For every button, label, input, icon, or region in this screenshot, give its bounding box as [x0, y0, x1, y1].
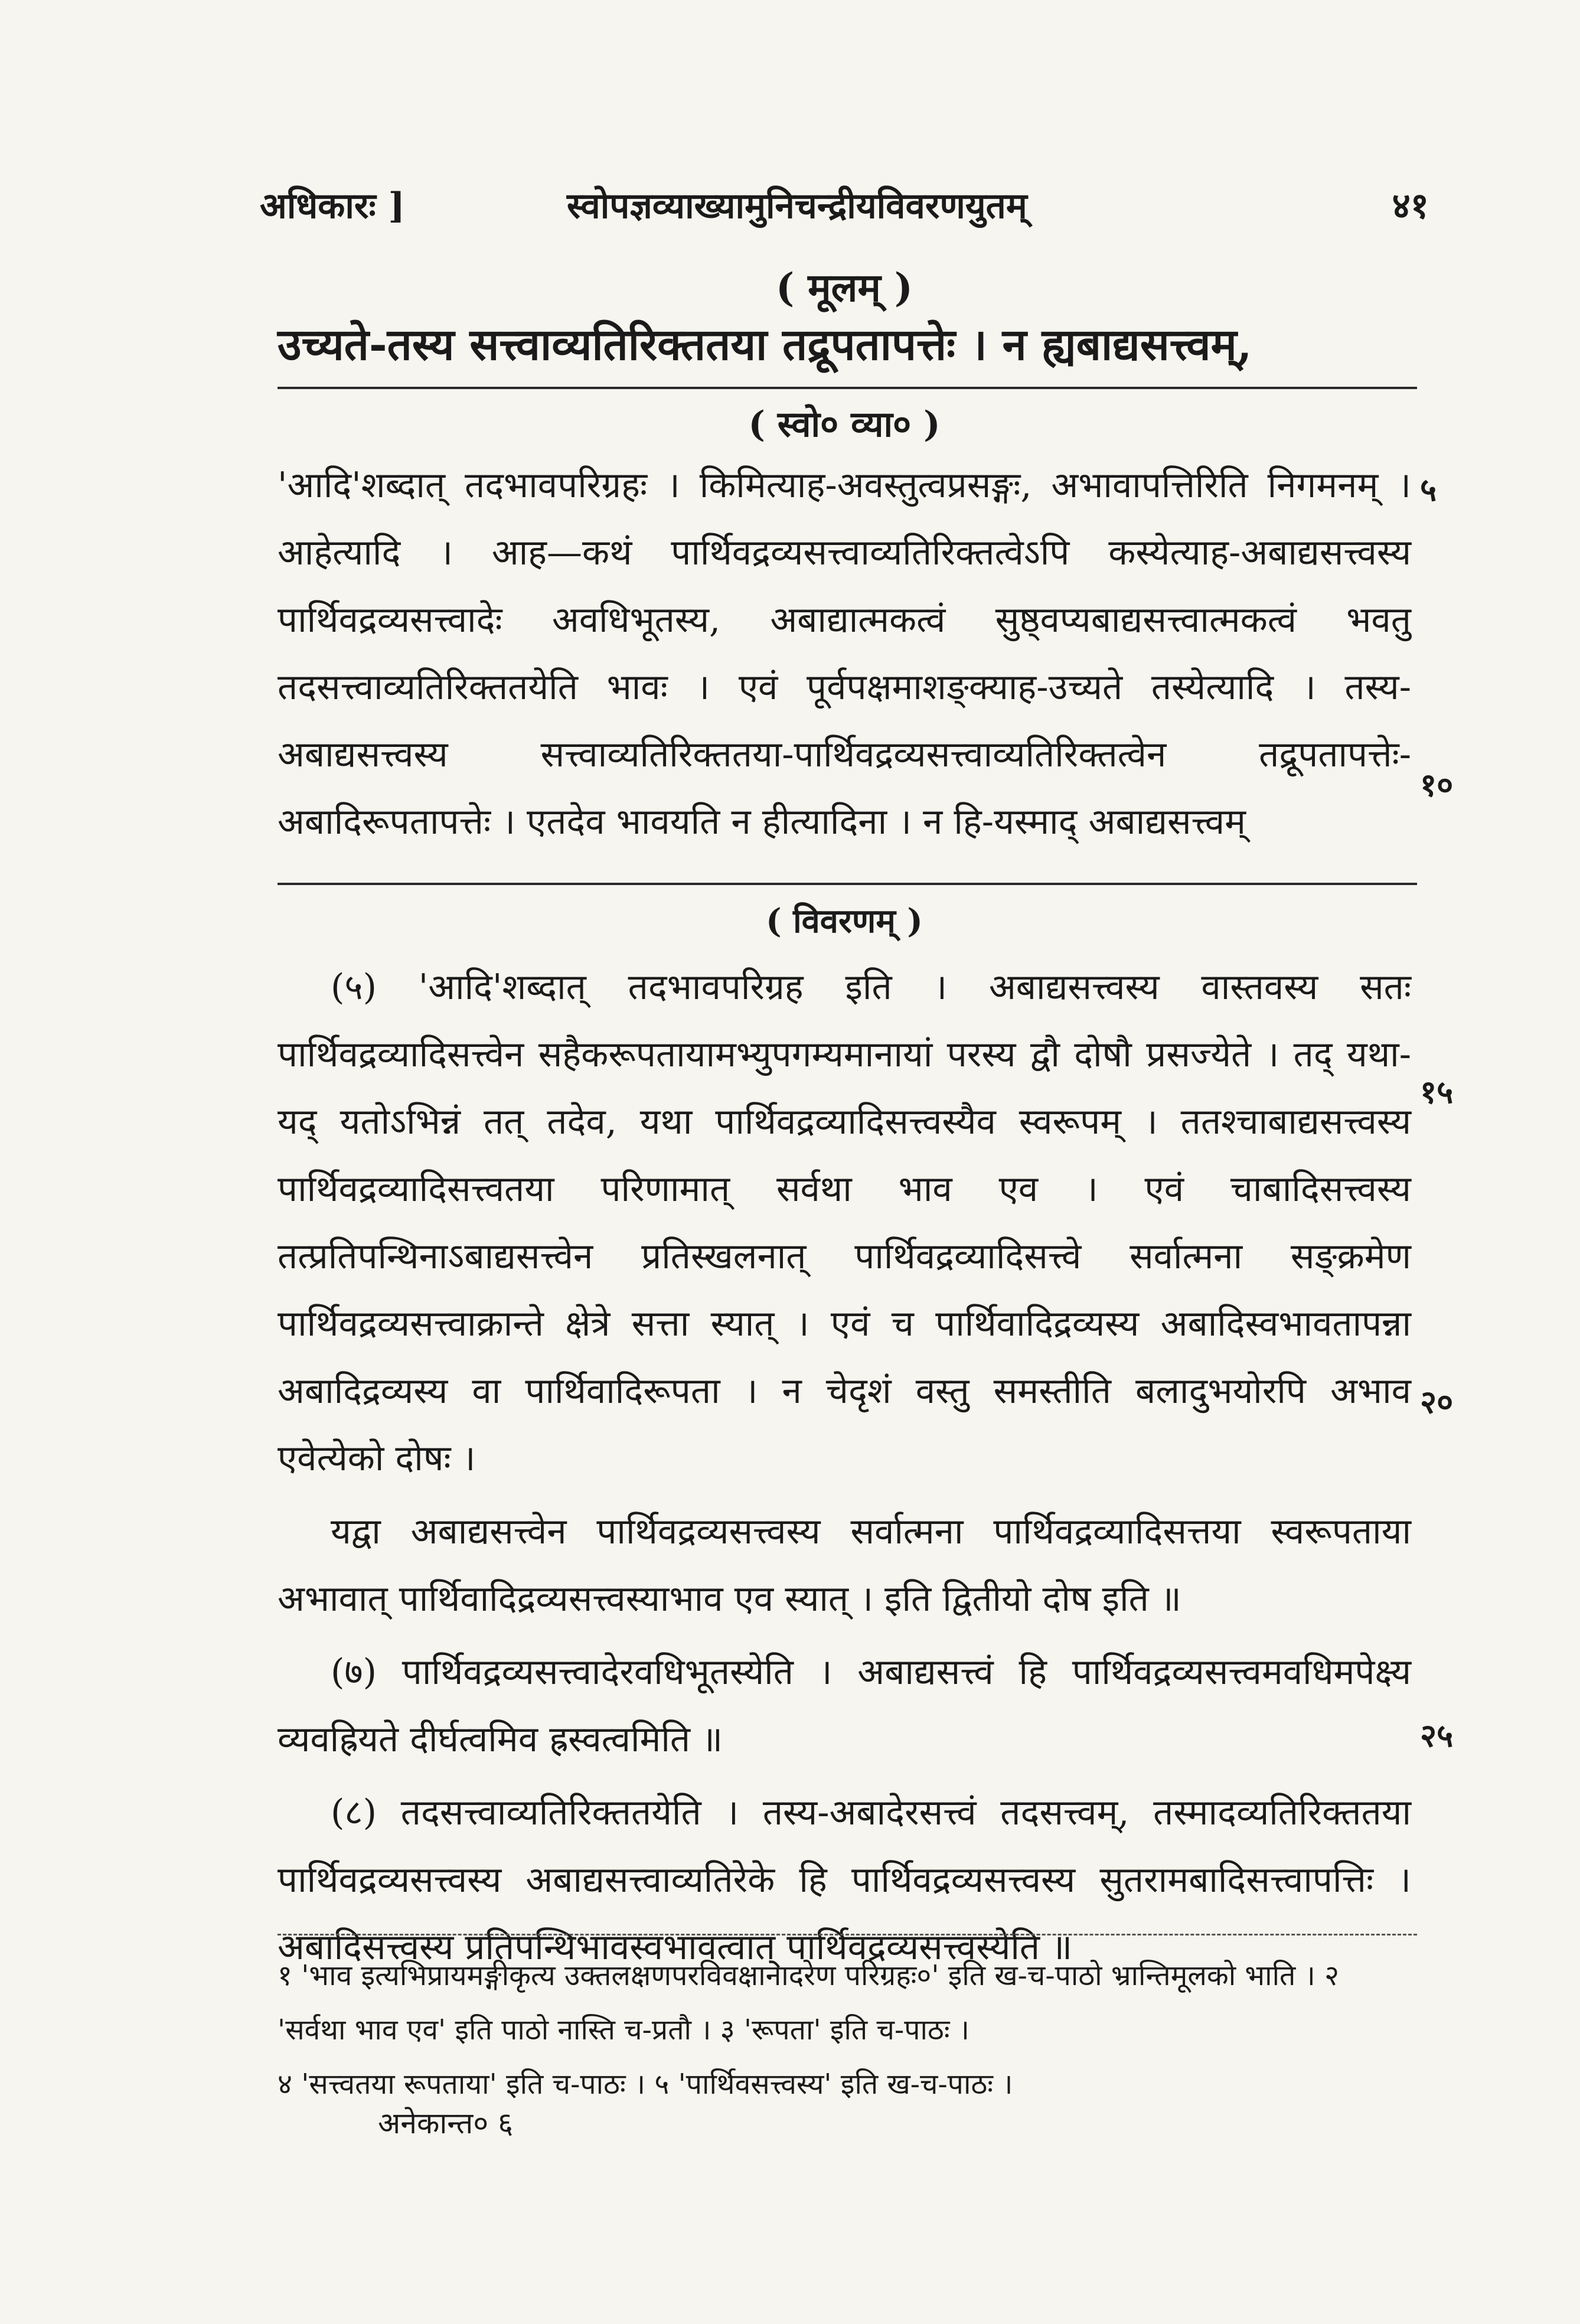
signature-mark: अनेकान्त० ६	[378, 2106, 514, 2140]
running-header	[260, 168, 1435, 239]
vivaran-paragraph: (७) पार्थिवद्रव्यसत्त्वादेरवधिभूतस्येति । अबाद्यसत्त्वं हि पार्थिवद्रव्यसत्त्वमवधिमपेक्ष्य व्यवह्रियते दीर्घत्वमिव ह्रस्वत्वमिति ॥	[278, 1651, 1411, 1760]
footnotes	[278, 1948, 1411, 2111]
vivaran-paragraph: (८) तदसत्त्वाव्यतिरिक्ततयेति । तस्य-अबादेरसत्त्वं तदसत्त्वम्, तस्मादव्यतिरिक्ततया पार्थिवद्रव्यसत्त्वस्य अबाद्यसत्त्वाव्यतिरेके हि पार्थिवद्रव्यसत्त्वस्य सुतरामबादिसत्त्वापत्तिः । अबादिसत्त्वस्य प्रतिपन्थिभावस्वभावत्वात् पार्थिवद्रव्यसत्त्वस्येति ॥	[278, 1792, 1411, 1968]
header-chapter: अधिकारः ]	[260, 185, 405, 227]
mool-text: उच्यते-तस्य सत्त्वाव्यतिरिक्ततया तद्रूपतापत्तेः । न ह्यबाद्यसत्त्वम्,	[278, 319, 1252, 370]
vyakhya-paragraph: 'आदि'शब्दात् तदभावपरिग्रहः । किमित्याह-अवस्तुत्वप्रसङ्गः, अभावापत्तिरिति निगमनम् । आहेत्यादि । आह—कथं पार्थिवद्रव्यसत्त्वाव्यतिरिक्तत्वेऽपि कस्येत्याह-अबाद्यसत्त्वस्य पार्थिवद्रव्यसत्त्वादेः अवधिभूतस्य, अबाद्यात्मकत्वं सुष्ठ्वप्यबाद्यसत्त्वात्मकत्वं भवतु तदसत्त्वाव्यतिरिक्ततयेति भावः । एवं पूर्वपक्षमाशङ्क्याह-उच्यते तस्येत्यादि । तस्य-अबाद्यसत्त्वस्य सत्त्वाव्यतिरिक्ततया-पार्थिवद्रव्यसत्त्वाव्यतिरिक्तत्वेन तद्रूपतापत्तेः-अबादिरूपतापत्तेः । एतदेव भावयति न हीत्यादिना । न हि-यस्माद् अबाद्यसत्त्वम्	[278, 465, 1411, 843]
page-number: ४१	[1392, 185, 1429, 227]
line-number: १५	[1420, 1073, 1454, 1111]
line-number: २५	[1420, 1716, 1454, 1754]
footnote: १ 'भाव इत्यभिप्रायमङ्गीकृत्य उक्तलक्षणपरविवक्षानादरेण परिग्रहः०' इति ख-च-पाठो भ्रान्तिमूलको भाति । २ 'सर्वथा भाव एव' इति पाठो नास्ति च-प्रतौ । ३ 'रूपता' इति च-पाठः ।	[278, 1959, 1340, 2046]
footnote: ४ 'सत्त्वतया रूपताया' इति च-पाठः । ५ 'पार्थिवसत्त्वस्य' इति ख-च-पाठः ।	[278, 2068, 1013, 2101]
vyakhya-heading: ( स्वो० व्या० )	[748, 404, 941, 445]
vivaran-heading: ( विवरणम् )	[766, 902, 923, 941]
rule-middle	[278, 883, 1417, 885]
header-title: स्वोपज्ञव्याख्यामुनिचन्द्रीयविवरणयुतम्	[567, 185, 1027, 227]
line-number: ५	[1420, 471, 1437, 508]
line-number: २०	[1420, 1383, 1454, 1421]
rule-top	[278, 387, 1417, 389]
vyakhya-text	[278, 452, 1411, 856]
footnote-rule	[278, 1934, 1417, 1935]
vivaran-paragraph: (५) 'आदि'शब्दात् तदभावपरिग्रह इति । अबाद्यसत्त्वस्य वास्तवस्य सतः पार्थिवद्रव्यादिसत्त्वेन सहैकरूपतायामभ्युपगम्यमानायां परस्य द्वौ दोषौ प्रसज्येते । तद् यथा-यद् यतोऽभिन्नं तत् तदेव, यथा पार्थिवद्रव्यादिसत्त्वस्यैव स्वरूपम् । ततश्चाबाद्यसत्त्वस्य पार्थिवद्रव्यादिसत्त्वतया परिणामात् सर्वथा भाव एव । एवं चाबादिसत्त्वस्य तत्प्रतिपन्थिनाऽबाद्यसत्त्वेन प्रतिस्खलनात् पार्थिवद्रव्यादिसत्त्वे सर्वात्मना सङ्क्रमेण पार्थिवद्रव्यसत्त्वाक्रान्ते क्षेत्रे सत्ता स्यात् । एवं च पार्थिवादिद्रव्यस्य अबादिस्वभावतापन्ना अबादिद्रव्यस्य वा पार्थिवादिरूपता । न चेदृशं वस्तु समस्तीति बलादुभयोरपि अभाव एवेत्येको दोषः ।	[278, 967, 1411, 1479]
vivaran-text	[278, 954, 1411, 1981]
vivaran-paragraph: यद्वा अबाद्यसत्त्वेन पार्थिवद्रव्यसत्त्वस्य सर्वात्मना पार्थिवद्रव्यादिसत्तया स्वरूपताया अभावात् पार्थिवादिद्रव्यसत्त्वस्याभाव एव स्यात् । इति द्वितीयो दोष इति ॥	[278, 1511, 1411, 1620]
mool-heading: ( मूलम् )	[775, 265, 913, 311]
line-number: १०	[1420, 766, 1454, 804]
